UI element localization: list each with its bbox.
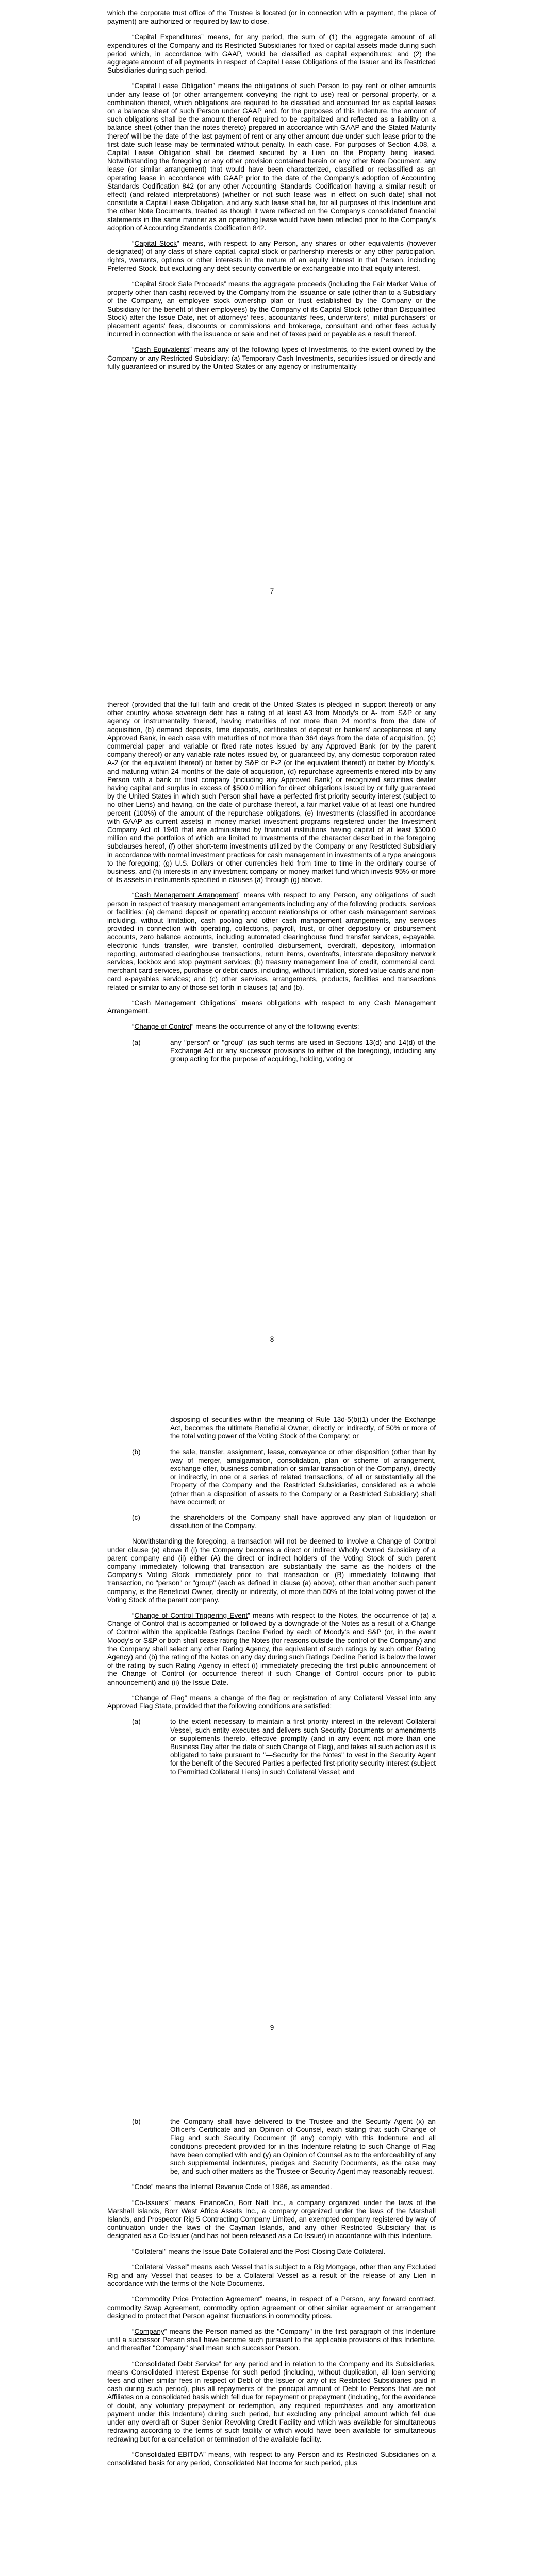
paragraph: which the corporate trust office of the Trustee is located (or in connection with a payment, the place of payment) are authorized or required by law to close. bbox=[107, 9, 436, 26]
list-item-text: to the extent necessary to maintain a first priority interest in the relevant Collateral Vessel, such entity executes and delivers such Security Documents or amendments or supplements thereto, effective promptly (and in any event not more than one Business Day after the date of such Change of Flag), and takes all such action as it is obligated to take pursuant to "—Security for the Notes" to vest in the Security Agent for the benefit of the Secured Parties a perfected first-priority security interest (subject to Permitted Collateral Liens) in such Collateral Vessel; and bbox=[170, 1718, 436, 1776]
list-item-label: (c) bbox=[132, 1514, 140, 1522]
defined-term: Change of Control Triggering Event bbox=[134, 1612, 248, 1620]
defined-term: Consolidated EBITDA bbox=[134, 2450, 204, 2459]
definition-company: “Company” means the Person named as the "Company" in the first paragraph of this Indenture until a successor Person shall have become such pursuant to the applicable provisions of this Indenture, and thereafter "Company" shall mean such successor Person. bbox=[107, 2328, 436, 2352]
page-content bbox=[0, 701, 544, 1063]
list-item-label: (b) bbox=[132, 2117, 141, 2125]
definition-text: means, in respect of a Person, any forward contract, commodity Swap Agreement, commodity option agreement or other similar agreement or arrangement designed to protect that Person against fluctuations in commodity prices. bbox=[107, 2295, 436, 2320]
definition-co-issuers: “Co-Issuers” means FinanceCo, Borr Natt Inc., a company organized under the laws of the Marshall Islands, Borr West Africa Assets Inc., a company organized under the laws of the Marshall Islands, and Prospector Rig 5 Contracting Company Limited, an exempted company registered by way of continuation under the laws of the Cayman Islands, and any other Restricted Subsidiary that is designated as a Co-Issuer (and has not been released as a Co-Issuer) in accordance with this Indenture. bbox=[107, 2198, 436, 2240]
paragraph: thereof (provided that the full faith and credit of the United States is pledged in support thereof) or any other country whose sovereign debt has a rating of at least A3 from Moody's or A- from S&P or any agency or instrumentality thereof, having maturities of not more than 24 months from the date of acquisition, (b) demand deposits, time deposits, certificates of deposit or bankers' acceptances of any Approved Bank, in each case with maturities of not more than 364 days from the date of acquisition, (c) commercial paper and variable or fixed rate notes issued by any Approved Bank (or by the parent company thereof) or any variable rate notes issued by, or guaranteed by, any domestic corporation rated A-2 (or the equivalent thereof) or better by S&P or P-2 (or the equivalent thereof) or better by Moody's, and maturing within 24 months of the date of acquisition, (d) repurchase agreements entered into by any Person with a bank or trust company (including any Approved Bank) or recognized securities dealer having capital and surplus in excess of $500.0 million for direct obligations issued by or fully guaranteed by the United States in which such Person shall have a perfected first priority security interest (subject to no other Liens) and having, on the date of purchase thereof, a fair market value of at least one hundred percent (100%) of the amount of the repurchase obligations, (e) Investments (classified in accordance with GAAP as current assets) in money market investment programs registered under the Investment Company Act of 1940 that are administered by financial institutions having capital of at least $500.0 million and the portfolios of which are limited to Investments of the character described in the foregoing subclauses hereof, (f) other short-term investments utilized by the Company or any Restricted Subsidiary in accordance with normal investment practices for cash management in investments of a type analogous to the foregoing; (g) U.S. Dollars or other currencies held from time to time in the ordinary course of business, and (h) interests in any investment company or money market fund which invests 95% or more of its assets in instruments specified in clauses (a) through (g) above. bbox=[107, 701, 436, 884]
definition-cash-equivalents: “Cash Equivalents” means any of the following types of Investments, to the extent owned by the Company or any Restricted Subsidiary: (a) Temporary Cash Investments, securities issued or directly and fully guaranteed or insured by the United States or any agency or instrumentality bbox=[107, 346, 436, 370]
list-item-text: disposing of securities within the meaning of Rule 13d-5(b)(1) under the Exchange Act, becomes the ultimate Beneficial Owner, directly or indirectly, of 50% or more of the total voting power of the Voting Stock of the Company; or bbox=[170, 1416, 436, 1440]
definition-cash-management-obligations: “Cash Management Obligations” means obligations with respect to any Cash Management Arrangement. bbox=[107, 998, 436, 1015]
defined-term: Capital Lease Obligation bbox=[134, 82, 213, 90]
definition-text: means the Person named as the "Company" in the first paragraph of this Indenture until a successor Person shall have become such pursuant to the applicable provisions of this Indenture, and thereafter "Company" shall mean such successor Person. bbox=[107, 2328, 436, 2352]
defined-term: Cash Management Obligations bbox=[134, 998, 236, 1007]
definition-text: means the obligations of such Person to pay rent or other amounts under any lease of (or other arrangement conveying the right to use) real or personal property, or a combination thereof, which obligations are required to be classified and accounted for as capital leases on a balance sheet of such Person under GAAP and, for the purposes of this Indenture, the amount of such obligations shall be the amount thereof required to be capitalized and reflected as a liability on a balance sheet (other than the notes thereto) prepared in accordance with GAAP and the Stated Maturity thereof will be the date of the last payment of rent or any other amount due under such lease prior to the first date such lease may be terminated without penalty. In each case. For purposes of Section 4.08, a Capital Lease Obligation shall be deemed secured by a Lien on the Property being leased. Notwithstanding the foregoing or any other provision contained herein or any other Note Document, any lease (or similar arrangement) that would have been characterized, classified or reclassified as an operating lease in accordance with GAAP prior to the date of the Company's adoption of Accounting Standards Codification 842 (or any other Accounting Standards Codification having a similar result or effect) (and related interpretations) (whether or not such lease was in effect on such date) shall not constitute a Capital Lease Obligation, and any such lease shall be, for all purposes of this Indenture and the other Note Documents, treated as though it were reflected on the Company's consolidated financial statements in the same manner as an operating lease would have been reflected prior to the Company's adoption of Accounting Standards Codification 842. bbox=[107, 82, 436, 232]
list-item bbox=[107, 1448, 436, 1506]
list-item-continued bbox=[107, 1416, 436, 1441]
definition-change-of-control: “Change of Control” means the occurrence of any of the following events: bbox=[132, 1023, 359, 1031]
document-page-9 bbox=[0, 1416, 544, 1784]
definition-text: means each Vessel that is subject to a Rig Mortgage, other than any Excluded Rig and any Vessel that ceases to be a Collateral Vessel as a result of the release of any Lien in accordance with the terms of the Note Documents. bbox=[107, 2263, 436, 2288]
document-page-8 bbox=[0, 701, 544, 1071]
document-page-10 bbox=[0, 2117, 544, 2475]
defined-term: Co-Issuers bbox=[134, 2198, 169, 2207]
list-item bbox=[107, 1718, 436, 1776]
page-content bbox=[0, 9, 544, 371]
definition-text: means any of the following types of Investments, to the extent owned by the Company or any Restricted Subsidiary: (a) Temporary Cash Investments, securities issued or directly and fully guaranteed or insured by the United States or any agency or instrumentality bbox=[107, 346, 436, 370]
definition-collateral: “Collateral” means the Issue Date Collateral and the Post-Closing Date Collateral. bbox=[132, 2247, 386, 2256]
page-number: 7 bbox=[270, 587, 274, 595]
page-content bbox=[0, 1416, 544, 1776]
defined-term: Consolidated Debt Service bbox=[134, 2360, 219, 2368]
definition-cash-management-arrangement: “Cash Management Arrangement” means with respect to any Person, any obligations of such person in respect of treasury management arrangements including any of the following products, services or facilities: (a) demand deposit or operating account relationships or other cash management services including, without limitation, cash pooling and other cash management arrangements, any services provided in connection with operating, collections, payroll, trust, or other depository or disbursement accounts, zero balance accounts, including automated clearinghouse fund transfer services, e-payable, electronic funds transfer, wire transfer, controlled disbursement, overdraft, depository, information reporting, automated clearinghouse transactions, return items, overdrafts, interstate depository network services, lockbox and stop payment services; (b) treasury management line of credit, commercial card, merchant card services, purchase or debit cards, including, without limitation, stored value cards and non-card e-payables services; and (c) other services, arrangements, products, facilities and transactions related or similar to any of those set forth in clauses (a) and (b). bbox=[107, 891, 436, 991]
definition-text: means, with respect to any Person, any shares or other equivalents (however designated) of any class of share capital, capital stock or partnership interests or any other participation, rights, warrants, options or other interests in the nature of an equity interest in that Person, including Preferred Stock, but excluding any debt security convertible or exchangeable into that equity interest. bbox=[107, 240, 436, 273]
document-page-7 bbox=[0, 9, 544, 378]
list-item-label: (a) bbox=[132, 1718, 141, 1726]
list-item-text: any "person" or "group" (as such terms are used in Sections 13(d) and 14(d) of the Exchange Act or any successor provisions to either of the foregoing), including any group acting for the purpose of acquiring, holding, voting or bbox=[170, 1038, 436, 1063]
defined-term: Change of Flag bbox=[134, 1693, 185, 1702]
definition-text: means with respect to any Person, any obligations of such person in respect of treasury management arrangements including any of the following products, services or facilities: (a) demand deposit or operating account relationships or other cash management services including, without limitation, cash pooling and other cash management arrangements, any services provided in connection with operating, collections, payroll, trust, or other depository or disbursement accounts, zero balance accounts, including automated clearinghouse fund transfer services, e-payable, electronic funds transfer, wire transfer, controlled disbursement, overdraft, depository, information reporting, automated clearinghouse transactions, return items, overdrafts, interstate depository network services, lockbox and stop payment services; (b) treasury management line of credit, commercial card, merchant card services, purchase or debit cards, including, without limitation, stored value cards and non-card e-payables services; and (c) other services, arrangements, products, facilities and transactions related or similar to any of those set forth in clauses (a) and (b). bbox=[107, 891, 436, 991]
list-item-label: (a) bbox=[132, 1038, 141, 1046]
defined-term: Capital Stock Sale Proceeds bbox=[134, 280, 224, 288]
page-number: 8 bbox=[270, 1335, 274, 1343]
definition-capital-stock-sale-proceeds: “Capital Stock Sale Proceeds” means the aggregate proceeds (including the Fair Market Value of property other than cash) received by the Company from the issuance or sale (other than to a Subsidiary of the Company, an employee stock ownership plan or trust established by the Company or the Subsidiary for the benefit of their employees) by the Company of its Capital Stock (other than Disqualified Stock) after the Issue Date, net of attorneys' fees, accountants' fees, underwriters', initial purchasers' or placement agents' fees, discounts or commissions and brokerage, consultant and other fees actually incurred in connection with the issuance or sale and net of taxes paid or payable as a result thereof. bbox=[107, 280, 436, 338]
list-item-label: (b) bbox=[132, 1448, 141, 1456]
definition-text: means, with respect to any Person and its Restricted Subsidiaries on a consolidated basis for any period, Consolidated Net Income for such period, plus bbox=[107, 2450, 436, 2467]
list-item-text: the shareholders of the Company shall have approved any plan of liquidation or dissolution of the Company. bbox=[170, 1514, 436, 1530]
page-number: 9 bbox=[270, 2024, 274, 2031]
definition-change-of-flag: “Change of Flag” means a change of the flag or registration of any Collateral Vessel into any Approved Flag State, provided that the following conditions are satisfied: bbox=[107, 1693, 436, 1710]
definition-text: means the aggregate proceeds (including the Fair Market Value of property other than cash) received by the Company from the issuance or sale (other than to a Subsidiary of the Company, an employee stock ownership plan or trust established by the Company or the Subsidiary for the benefit of their employees) by the Company of its Capital Stock (other than Disqualified Stock) after the Issue Date, net of attorneys' fees, accountants' fees, underwriters', initial purchasers' or placement agents' fees, discounts or commissions and brokerage, consultant and other fees actually incurred in connection with the issuance or sale and net of taxes paid or payable as a result thereof. bbox=[107, 280, 436, 338]
definition-code: “Code” means the Internal Revenue Code of 1986, as amended. bbox=[132, 2183, 332, 2191]
definition-consolidated-ebitda: “Consolidated EBITDA” means, with respect to any Person and its Restricted Subsidiaries on a consolidated basis for any period, Consolidated Net Income for such period, plus bbox=[107, 2450, 436, 2467]
definition-text: means, for any period, the sum of (1) the aggregate amount of all expenditures of the Company and its Restricted Subsidiaries for fixed or capital assets made during such period which, in accordance with GAAP, would be classified as capital expenditures; and (2) the aggregate amount of all payments in respect of Capital Lease Obligations of the Issuer and its Restricted Subsidiaries during such period. bbox=[107, 33, 436, 75]
definition-text: means the occurrence of any of the following events: bbox=[193, 1023, 359, 1031]
definition-capital-stock: “Capital Stock” means, with respect to any Person, any shares or other equivalents (however designated) of any class of share capital, capital stock or partnership interests or any other participation, rights, warrants, options or other interests in the nature of an equity interest in that Person, including Preferred Stock, but excluding any debt security convertible or exchangeable into that equity interest. bbox=[107, 240, 436, 273]
page-content bbox=[0, 2117, 544, 2467]
definition-capital-lease-obligation: “Capital Lease Obligation” means the obligations of such Person to pay rent or other amounts under any lease of (or other arrangement conveying the right to use) real or personal property, or a combination thereof, which obligations are required to be classified and accounted for as capital leases on a balance sheet of such Person under GAAP and, for the purposes of this Indenture, the amount of such obligations shall be the amount thereof required to be capitalized and reflected as a liability on a balance sheet (other than the notes thereto) prepared in accordance with GAAP and the Stated Maturity thereof will be the date of the last payment of rent or any other amount due under such lease prior to the first date such lease may be terminated without penalty. In each case. For purposes of Section 4.08, a Capital Lease Obligation shall be deemed secured by a Lien on the Property being leased. Notwithstanding the foregoing or any other provision contained herein or any other Note Document, any lease (or similar arrangement) that would have been characterized, classified or reclassified as an operating lease in accordance with GAAP prior to the date of the Company's adoption of Accounting Standards Codification 842 (or any other Accounting Standards Codification having a similar result or effect) (and related interpretations) (whether or not such lease was in effect on such date) shall not constitute a Capital Lease Obligation, and any such lease shall be, for all purposes of this Indenture and the other Note Documents, treated as though it were reflected on the Company's consolidated financial statements in the same manner as an operating lease would have been reflected prior to the Company's adoption of Accounting Standards Codification 842. bbox=[107, 82, 436, 232]
defined-term: Collateral bbox=[134, 2247, 164, 2256]
defined-term: Capital Expenditures bbox=[134, 33, 202, 41]
defined-term: Capital Stock bbox=[134, 240, 177, 248]
defined-term: Code bbox=[134, 2183, 152, 2191]
list-item-text: the sale, transfer, assignment, lease, conveyance or other disposition (other than by way of merger, amalgamation, consolidation, plan or scheme of arrangement, exchange offer, business combination or similar transaction of the Company), directly or indirectly, in one or a series of related transactions, of all or substantially all the Property of the Company and the Restricted Subsidiaries, considered as a whole (other than a disposition of assets to the Company or a Restricted Subsidiary) shall have occurred; or bbox=[170, 1448, 436, 1506]
definition-change-of-control-triggering-event: “Change of Control Triggering Event” means with respect to the Notes, the occurrence of (a) a Change of Control that is accompanied or followed by a downgrade of the Notes as a result of a Change of Control within the applicable Ratings Decline Period by each of Moody's and S&P (or, in the event Moody's or S&P or both shall cease rating the Notes (for reasons outside the control of the Company) and the Company shall select any other Rating Agency, the equivalent of such ratings by such other Rating Agency) and (b) the rating of the Notes on any day during such Ratings Decline Period is below the lower of the rating by such Rating Agency in effect (i) immediately preceding the first public announcement of the Change of Control (or occurrence thereof if such Change of Control occurs prior to public announcement) and (ii) the Issue Date. bbox=[107, 1612, 436, 1686]
definition-text: means with respect to the Notes, the occurrence of (a) a Change of Control that is accompanied or followed by a downgrade of the Notes as a result of a Change of Control within the applicable Ratings Decline Period by each of Moody's and S&P (or, in the event Moody's or S&P or both shall cease rating the Notes (for reasons outside the control of the Company) and the Company shall select any other Rating Agency, the equivalent of such ratings by such other Rating Agency) and (b) the rating of the Notes on any day during such Ratings Decline Period is below the lower of the rating by such Rating Agency in effect (i) immediately preceding the first public announcement of the Change of Control (or occurrence thereof if such Change of Control occurs prior to public announcement) and (ii) the Issue Date. bbox=[107, 1612, 436, 1686]
definition-text: means FinanceCo, Borr Natt Inc., a company organized under the laws of the Marshall Islands, Borr West Africa Assets Inc., a company organized under the laws of the Marshall Islands, and Prospector Rig 5 Contracting Company Limited, an exempted company registered by way of continuation under the laws of the Cayman Islands, and any other Restricted Subsidiary that is designated as a Co-Issuer (and has not been released as a Co-Issuer) in accordance with this Indenture. bbox=[107, 2198, 436, 2240]
definition-commodity-price-protection-agreement: “Commodity Price Protection Agreement” means, in respect of a Person, any forward contract, commodity Swap Agreement, commodity option agreement or other similar agreement or arrangement designed to protect that Person against fluctuations in commodity prices. bbox=[107, 2295, 436, 2320]
defined-term: Commodity Price Protection Agreement bbox=[134, 2295, 260, 2303]
defined-term: Collateral Vessel bbox=[134, 2263, 187, 2271]
definition-text: means the Issue Date Collateral and the Post-Closing Date Collateral. bbox=[166, 2247, 386, 2256]
defined-term: Cash Management Arrangement bbox=[134, 891, 238, 900]
paragraph-notwithstanding: Notwithstanding the foregoing, a transaction will not be deemed to involve a Change of Control under clause (a) above if (i) the Company becomes a direct or indirect Wholly Owned Subsidiary of a parent company and (ii) either (A) the direct or indirect holders of the Voting Stock of such parent company immediately following that transaction are substantially the same as the holders of the Company's Voting Stock immediately prior to that transaction or (B) immediately following that transaction, no "person" or "group" (each as defined in clause (a) above), other than another such parent company, is the Beneficial Owner, directly or indirectly, of more than 50% of the total voting power of the Voting Stock of the parent company. bbox=[107, 1537, 436, 1604]
defined-term: Change of Control bbox=[134, 1023, 191, 1031]
definition-text: for any period and in relation to the Company and its Subsidiaries, means Consolidated Interest Expense for such period (including, without duplication, all loan servicing fees and other similar fees in respect of Debt of the Issuer or any of its Restricted Subsidiaries paid in cash during such period), plus all repayments of the principal amount of Debt to Persons that are not Affiliates on a consolidated basis which fell due for repayment or prepayment (including, for the avoidance of doubt, any voluntary prepayment or redemption, any required repurchases and any amortization payment under this Indenture) during such period, but excluding any principal amount which fell due under any overdraft or Super Senior Revolving Credit Facility and which was available for simultaneous redrawing according to the terms of such facility or which would have been available for simultaneous redrawing but for a cancellation or termination of the available facility. bbox=[107, 2360, 436, 2443]
defined-term: Company bbox=[134, 2328, 164, 2336]
definition-text: means the Internal Revenue Code of 1986, as amended. bbox=[153, 2183, 332, 2191]
definition-capital-expenditures: “Capital Expenditures” means, for any period, the sum of (1) the aggregate amount of all expenditures of the Company and its Restricted Subsidiaries for fixed or capital assets made during such period which, in accordance with GAAP, would be classified as capital expenditures; and (2) the aggregate amount of all payments in respect of Capital Lease Obligations of the Issuer and its Restricted Subsidiaries during such period. bbox=[107, 33, 436, 75]
list-item bbox=[107, 1514, 436, 1530]
definition-text: means obligations with respect to any Cash Management Arrangement. bbox=[107, 998, 436, 1015]
definition-consolidated-debt-service: “Consolidated Debt Service” for any period and in relation to the Company and its Subsidiaries, means Consolidated Interest Expense for such period (including, without duplication, all loan servicing fees and other similar fees in respect of Debt of the Issuer or any of its Restricted Subsidiaries paid in cash during such period), plus all repayments of the principal amount of Debt to Persons that are not Affiliates on a consolidated basis which fell due for repayment or prepayment (including, for the avoidance of doubt, any voluntary prepayment or redemption, any required repurchases and any amortization payment under this Indenture) during such period, but excluding any principal amount which fell due under any overdraft or Super Senior Revolving Credit Facility and which was available for simultaneous redrawing according to the terms of such facility or which would have been available for simultaneous redrawing but for a cancellation or termination of the available facility. bbox=[107, 2360, 436, 2443]
list-item-text: the Company shall have delivered to the Trustee and the Security Agent (x) an Officer's Certificate and an Opinion of Counsel, each stating that such Change of Flag and such Security Document (if any) comply with this Indenture and all conditions precedent provided for in this Indenture relating to such Change of Flag have been complied with and (y) an Opinion of Counsel as to the enforceability of any such supplemental indentures, pledges and Security Documents, as the case may be, and such other matters as the Trustee or Security Agent may reasonably request. bbox=[170, 2117, 436, 2176]
definition-collateral-vessel: “Collateral Vessel” means each Vessel that is subject to a Rig Mortgage, other than any Excluded Rig and any Vessel that ceases to be a Collateral Vessel as a result of the release of any Lien in accordance with the terms of the Note Documents. bbox=[107, 2263, 436, 2288]
list-item bbox=[107, 1039, 436, 1064]
defined-term: Cash Equivalents bbox=[134, 346, 190, 354]
list-item bbox=[107, 2117, 436, 2176]
definition-text: means a change of the flag or registration of any Collateral Vessel into any Approved Flag State, provided that the following conditions are satisfied: bbox=[107, 1693, 436, 1710]
